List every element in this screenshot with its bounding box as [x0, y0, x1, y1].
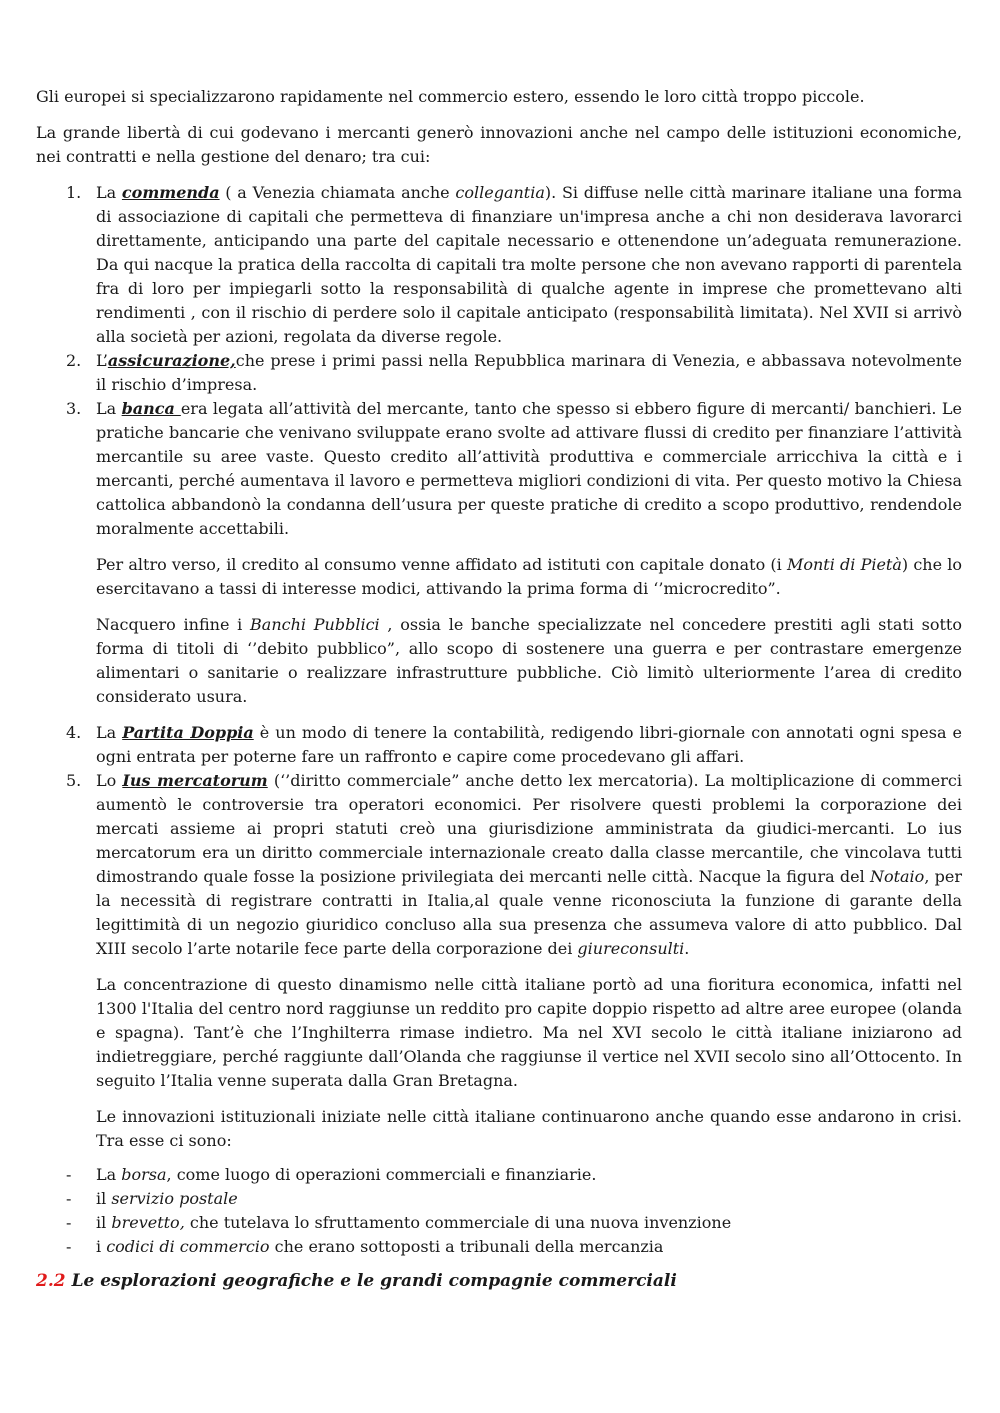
dash-bullet: - [66, 1213, 72, 1232]
text: ) che lo esercitavano a tassi di interesse modici, attivando la prima forma di ‘’microcredito”. [96, 555, 963, 598]
list-item [36, 1211, 962, 1235]
dash-bullet: - [66, 1165, 72, 1184]
banca-subparagraph-2 [96, 613, 962, 709]
ius-subparagraph-1: La concentrazione di questo dinamismo nelle città italiane portò ad una fioritura economica, infatti nel 1300 l'Italia del centro nord raggiunse un reddito pro capite doppio rispetto ad altre aree europee (olanda e spagna). Tant’è che l’Inghilterra rimase indietro. Ma nel XVI secolo le città italiane iniziarono ad indietreggiare, perché raggiunte dall’Olanda che raggiunse il vertice nel XVII secolo sino all’Ottocento. In seguito l’Italia venne superata dalla Gran Bretagna. [96, 975, 962, 1090]
text: è un modo di tenere la contabilità, redigendo libri-giornale con annotati ogni spesa e ogni entrata per poterne fare un raffronto e capire come procedevano gli affari. [96, 723, 963, 766]
text: L’ [96, 351, 108, 370]
keyword-ius-mercatorum: Ius mercatorum [122, 771, 268, 790]
section-title: Le esplorazioni geografiche e le grandi compagnie commerciali [71, 1271, 677, 1291]
italic-term: brevetto, [111, 1213, 185, 1232]
list-item-banca [36, 397, 962, 709]
list-number: 4. [66, 723, 82, 742]
dash-bullet: - [66, 1189, 72, 1208]
ius-subparagraph-2: Le innovazioni istituzionali iniziate nelle città italiane continuarono anche quando esse andarono in crisi. Tra esse ci sono: [96, 1107, 962, 1150]
text: ( a Venezia chiamata anche [219, 183, 456, 202]
italic-term: collegantia [455, 183, 545, 202]
text: che tutelava lo sfruttamento commerciale di una nuova invenzione [184, 1213, 732, 1232]
text: era legata all’attività del mercante, tanto che spesso si ebbero figure di mercanti/ banchieri. Le pratiche bancarie che venivano sviluppate erano svolte ad attivare flussi di credito per finanziare l’attività mercantile su aree vaste. Questo credito all’attività produttiva e commerciale arricchiva la città e i mercanti, perché aumentava il lavoro e permetteva migliori condizioni di vita. Per questo motivo la Chiesa cattolica abbandonò la condanna dell’usura per queste pratiche di credito a scopo produttivo, rendendole moralmente accettabili. [96, 399, 962, 538]
list-number: 5. [66, 771, 82, 790]
text: (‘’diritto commerciale” anche detto lex mercatoria). La moltiplicazione di commerci aumentò le controversie tra operatori economici. Per risolvere questi problemi la corporazione dei mercati assieme ai propri statuti creò una giurisdizione amministrata da giudici-mercanti. Lo ius mercatorum era un diritto commerciale internazionale creato dalla classe mercantile, che vincolava tutti dimostrando quale fosse la posizione privilegiata dei mercanti nelle città. Nacque la figura del [96, 771, 962, 886]
text: La [96, 399, 122, 418]
banca-subparagraph-1 [96, 553, 962, 601]
list-item-partita-doppia [36, 721, 962, 769]
list-item-commenda [36, 181, 962, 349]
text: ). Si diffuse nelle città marinare italiane una forma di associazione di capitali che permetteva di finanziare un'impresa anche a chi non desiderava lavorarci direttamente, anticipando una parte del capitale necessario e ottenendone un’adeguata remunerazione. Da qui nacque la pratica della raccolta di capitali tra molte persone che non avevano rapporti di parentela fra di loro per impiegarli sotto la responsabilità di qualche agente in imprese che promettevano alti rendimenti , con il rischio di perdere solo il capitale anticipato (responsabilità limitata). Nel XVII si arrivò alla società per azioni, regolata da diverse regole. [96, 183, 963, 346]
intro-paragraph-1: Gli europei si specializzarono rapidamente nel commercio estero, essendo le loro città troppo piccole. [36, 87, 865, 106]
italic-term: giureconsulti [577, 939, 685, 958]
institutional-innovations-list [36, 1163, 962, 1259]
list-item [36, 1187, 962, 1211]
text: Nacquero infine i [96, 615, 251, 634]
text: . [684, 939, 690, 958]
document-page [36, 85, 962, 1293]
text: che prese i primi passi nella Repubblica marinara di Venezia, e abbassava notevolmente il rischio d’impresa. [96, 351, 962, 394]
italic-term: codici di commercio [106, 1237, 270, 1256]
text: La [96, 183, 122, 202]
list-item-assicurazione [36, 349, 962, 397]
text: La [96, 1165, 122, 1184]
intro-paragraph-2: La grande libertà di cui godevano i mercanti generò innovazioni anche nel campo delle istituzioni economiche, nei contratti e nella gestione del denaro; tra cui: [36, 123, 962, 166]
list-item [36, 1235, 962, 1259]
list-number: 1. [66, 183, 82, 202]
dash-bullet: - [66, 1237, 72, 1256]
text: il [96, 1213, 112, 1232]
text: , ossia le banche specializzate nel concedere prestiti agli stati sotto forma di titoli di ‘’debito pubblico”, allo scopo di sostenere una guerra e per contrastare emergenze alimentari o sanitarie o realizzare infrastrutture pubbliche. Ciò limitò ulteriormente l’area di credito considerato usura. [96, 615, 962, 706]
list-item [36, 1163, 962, 1187]
text: che erano sottoposti a tribunali della mercanzia [269, 1237, 664, 1256]
text: il [96, 1189, 112, 1208]
text: Per altro verso, il credito al consumo venne affidato ad istituti con capitale donato (i [96, 555, 787, 574]
list-number: 3. [66, 399, 82, 418]
italic-term: Monti di Pietà [786, 555, 902, 574]
keyword-commenda: commenda [121, 183, 220, 202]
text: Lo [96, 771, 123, 790]
italic-term: borsa [121, 1165, 167, 1184]
keyword-assicurazione: assicurazione, [107, 351, 236, 370]
text: , come luogo di operazioni commerciali e finanziarie. [166, 1165, 597, 1184]
text: , per la necessità di registrare contratti in Italia,al quale venne riconosciuta la funzione di garante della legittimità di un negozio giuridico concluso alla sua presenza che assumeva valore di atto pubblico. Dal XIII secolo l’arte notarile fece parte della corporazione dei [96, 867, 962, 958]
italic-term: Notaio [869, 867, 925, 886]
innovations-list [36, 181, 962, 1153]
italic-term: Banchi Pubblici [250, 615, 380, 634]
text: i [96, 1237, 107, 1256]
list-number: 2. [66, 351, 82, 370]
text: La [96, 723, 123, 742]
keyword-banca: banca [121, 399, 181, 418]
italic-term: servizio postale [111, 1189, 238, 1208]
section-number: 2.2 [36, 1271, 66, 1291]
section-heading [36, 1269, 962, 1293]
keyword-partita-doppia: Partita Doppia [122, 723, 254, 742]
list-item-ius-mercatorum [36, 769, 962, 1153]
